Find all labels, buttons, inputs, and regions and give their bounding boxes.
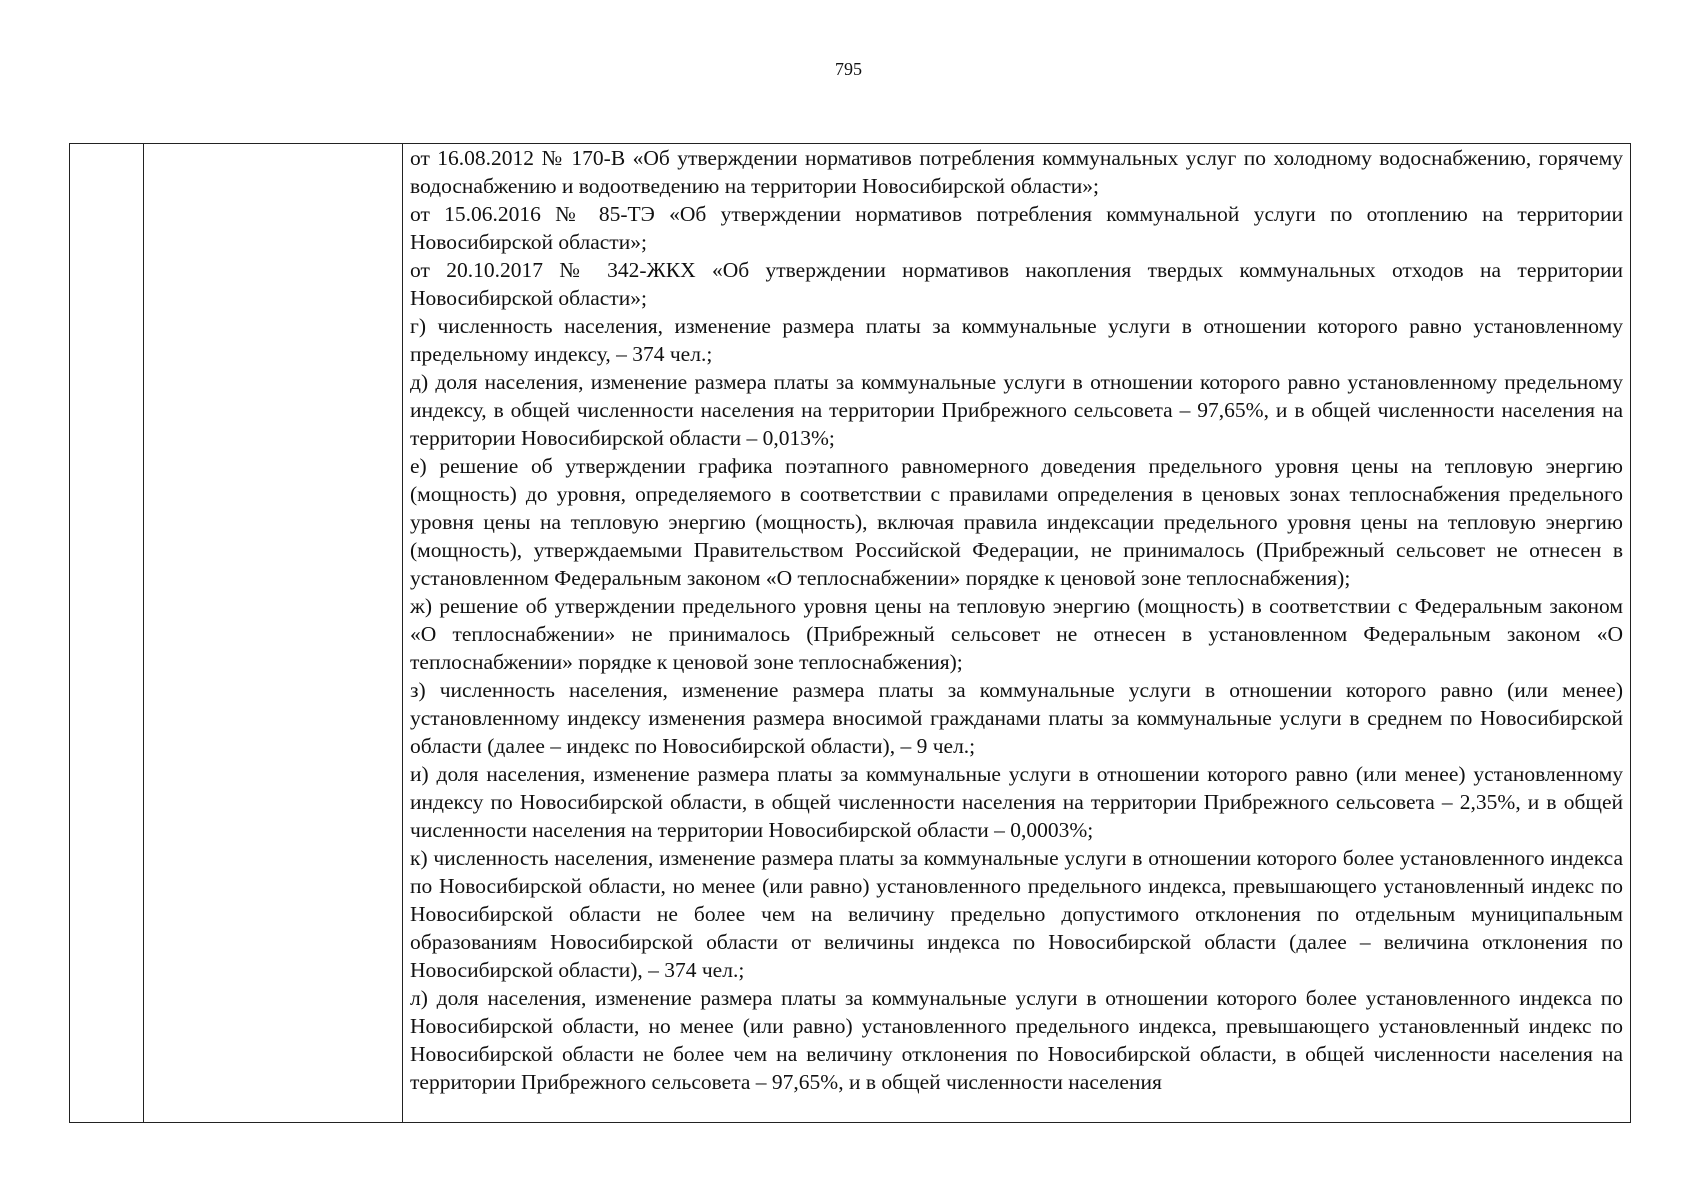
paragraph-item-k: к) численность населения, изменение размера платы за коммунальные услуги в отношении которого более установленного индекса по Новосибирской области, но менее (или равно) установленного предельного индекса, превышающего установленный индекс по Новосибирской области не более чем на величину предельно допустимого отклонения по отдельным муниципальным образованиям Новосибирской области от величины индекса по Новосибирской области (далее – величина отклонения по Новосибирской области), – 374 чел.; bbox=[410, 846, 1623, 982]
table-cell-content bbox=[403, 144, 1630, 1122]
paragraph-item-l: л) доля населения, изменение размера платы за коммунальные услуги в отношении которого более установленного индекса по Новосибирской области, но менее (или равно) установленного предельного индекса, превышающего установленный индекс по Новосибирской области не более чем на величину отклонения по Новосибирской области, в общей численности населения на территории Прибрежного сельсовета – 97,65%, и в общей численности населения bbox=[410, 986, 1623, 1094]
page-number: 795 bbox=[835, 59, 862, 79]
paragraph-item-e: е) решение об утверждении графика поэтапного равномерного доведения предельного уровня цены на тепловую энергию (мощность) до уровня, определяемого в соответствии с правилами определения в ценовых зонах теплоснабжения предельного уровня цены на тепловую энергию (мощность), включая правила индексации предельного уровня цены на тепловую энергию (мощность), утверждаемыми Правительством Российской Федерации, не принималось (Прибрежный сельсовет не отнесен в установленном Федеральным законом «О теплоснабжении» порядке к ценовой зоне теплоснабжения); bbox=[410, 454, 1623, 590]
table-cell-number bbox=[70, 144, 144, 1122]
paragraph-item-z: з) численность населения, изменение размера платы за коммунальные услуги в отношении которого равно (или менее) установленному индексу изменения размера вносимой гражданами платы за коммунальные услуги в среднем по Новосибирской области (далее – индекс по Новосибирской области), – 9 чел.; bbox=[410, 678, 1623, 758]
paragraph-item-d: д) доля населения, изменение размера платы за коммунальные услуги в отношении которого равно установленному предельному индексу, в общей численности населения на территории Прибрежного сельсовета – 97,65%, и в общей численности населения на территории Новосибирской области – 0,013%; bbox=[410, 370, 1623, 450]
paragraph-item-g: г) численность населения, изменение размера платы за коммунальные услуги в отношении которого равно установленному предельному индексу, – 374 чел.; bbox=[410, 314, 1623, 366]
table-cell-municipality bbox=[144, 144, 403, 1122]
paragraph-order-342-zhkh: от 20.10.2017 № 342-ЖКХ «Об утверждении нормативов накопления твердых коммунальных отходов на территории Новосибирской области»; bbox=[410, 258, 1623, 310]
document-table bbox=[69, 143, 1631, 1123]
paragraph-order-85-te: от 15.06.2016 № 85-ТЭ «Об утверждении нормативов потребления коммунальной услуги по отоплению на территории Новосибирской области»; bbox=[410, 202, 1623, 254]
paragraph-item-zh: ж) решение об утверждении предельного уровня цены на тепловую энергию (мощность) в соответствии с Федеральным законом «О теплоснабжении» не принималось (Прибрежный сельсовет не отнесен в установленном Федеральным законом «О теплоснабжении» порядке к ценовой зоне теплоснабжения); bbox=[410, 594, 1623, 674]
paragraph-item-i: и) доля населения, изменение размера платы за коммунальные услуги в отношении которого равно (или менее) установленному индексу по Новосибирской области, в общей численности населения на территории Прибрежного сельсовета – 2,35%, и в общей численности населения на территории Новосибирской области – 0,0003%; bbox=[410, 762, 1623, 842]
paragraph-order-170-v: от 16.08.2012 № 170-В «Об утверждении нормативов потребления коммунальных услуг по холодному водоснабжению, горячему водоснабжению и водоотведению на территории Новосибирской области»; bbox=[410, 146, 1623, 198]
